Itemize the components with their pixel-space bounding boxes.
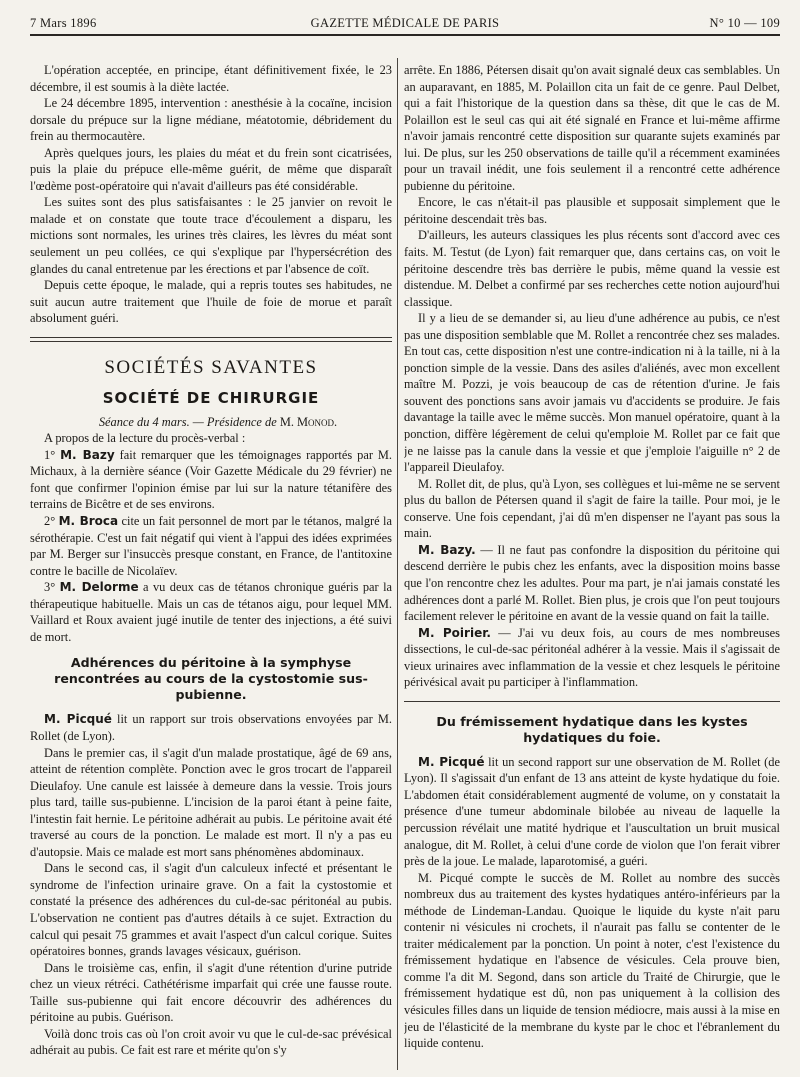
speaker-name: M. Bazy. (418, 542, 476, 557)
paragraph: D'ailleurs, les auteurs classiques les plus récents sont d'accord avec ces faits. M. Testut (de Lyon) fait remarquer que, dans certains cas, on voit le péritoine descendre très bas derrière le pubis, même quand la vessie est distendue. M. Delbet a confirmé par ses recherches cette notion aujourd'hui classique. (404, 228, 780, 309)
speaker-name: M. Poirier. (418, 625, 491, 640)
section-divider (30, 337, 392, 338)
header-rule (30, 34, 780, 36)
issue-date: 7 Mars 1896 (30, 16, 97, 30)
right-column (404, 62, 780, 1072)
list-item: 3° M. Delorme a vu deux cas de tétanos chronique guéris par la thérapeutique habituelle. Mais un cas de tétanos aigu, pour lequel MM. Vaillard et Roux avaient jugé inutile de tenter des injections, a été suivi de mort. (30, 580, 392, 644)
speaker-name: M. Bazy (60, 447, 115, 462)
column-divider (397, 58, 398, 1070)
paragraph: M. Poirier. — J'ai vu deux fois, au cours de mes nombreuses dissections, le cul-de-sac péritonéal adhérer à la vessie. Mais il s'agissait de vieux urinaires avec inflammation de la vessie et chez lesquels le péritoine périvésical avait pu participer à l'inflammation. (404, 625, 780, 690)
journal-title: GAZETTE MÉDICALE DE PARIS (310, 16, 500, 30)
speaker-name: M. Picqué (418, 754, 485, 769)
paragraph: Depuis cette époque, le malade, qui a repris toutes ses habitudes, ne suit aucun autre traitement que l'huile de foie de morue et paraît absolument guéri. (30, 278, 392, 326)
paragraph: Encore, le cas n'était-il pas plausible et supposait simplement que le péritoine descendait très bas. (404, 195, 780, 226)
paragraph: Le 24 décembre 1895, intervention : anesthésie à la cocaïne, incision dorsale du prépuce sur la ligne médiane, méatotomie, débridement du frein au thermocautère. (30, 96, 392, 144)
paragraph: Dans le second cas, il s'agit d'un calculeux infecté et présentant le syndrome de l'infection urinaire grave. On a fait la cystostomie et constaté la présence des adhérences du cul-de-sac péritonéal au pubis. L'observation ne contient pas d'autres détails à ce sujet. Extraction du calcul qui pesait 75 grammes et avait l'aspect d'un calcul corique. Suites opératoires bonnes, grands lavages vésicaux, guérison. (30, 861, 392, 959)
paragraph: M. Bazy. — Il ne faut pas confondre la disposition du péritoine qui descend derrière le pubis chez les enfants, avec la disposition moins basse que l'on rencontre chez les adultes. Pour ma part, je n'ai jamais constaté les adhérences dont a parlé M. Rollet. Bien plus, je crois que l'on peut toujours facilement relever le péritoine en avant de la vessie quand on fait la taille. (404, 542, 780, 624)
article-title: Adhérences du péritoine à la symphyse rencontrées au cours de la cystostomie sus-pubienne. (54, 655, 368, 703)
paragraph: L'opération acceptée, en principe, étant définitivement fixée, le 23 décembre, il est soumis à la diète lactée. (30, 63, 392, 94)
section-title: SOCIÉTÉS SAVANTES (104, 356, 318, 378)
paragraph: M. Picqué lit un second rapport sur une observation de M. Rollet (de Lyon). Il s'agissait d'un enfant de 13 ans atteint de kyste hydatique du foie. L'abdomen était considérablement augmenté de volume, on y constatait la présence d'une tumeur abdominale bilobée au niveau de laquelle la percussion révélait une matité hydrique et l'auscultation un bruit musical analogue, dit M. Rollet, à celui d'une corde de violon que l'on ferait vibrer près de la joue. Le malade, laparotomisé, a guéri. (404, 754, 780, 869)
list-item: 2° M. Broca cite un fait personnel de mort par le tétanos, malgré la sérothérapie. C'est un fait négatif qui vient à l'appui des idées exprimées par M. Berger sur l'insuccès presque constant, en France, de l'antitoxine contre le bacille de Nicolaïev. (30, 514, 392, 578)
paragraph: M. Picqué compte le succès de M. Rollet au nombre des succès nombreux dus au traitement des kystes hydatiques antéro-inférieurs par la méthode de Lindeman-Landau. Quoique le liquide du kyste n'ait paru contenir ni vésicules ni crochets, il n'aurait pas fallu se contenter de le traiter médicalement par la ponction. Un point à noter, c'est l'existence du frémissement hydatique en l'absence de vésicules. Cela prouve bien, comme l'a dit M. Segond, dans son article du Traité de Chirurgie, que le frémissement hydatique est dû, non pas uniquement à la collision des vésicules filles dans un liquide de tension médiocre, mais aussi à la mise en jeu de l'élasticité de la membrane du kyste par le choc et l'ébranlement du liquide contenu. (404, 870, 780, 1051)
paragraph: M. Picqué lit un rapport sur trois observations envoyées par M. Rollet (de Lyon). (30, 712, 392, 743)
paragraph: Après quelques jours, les plaies du méat et du frein sont cicatrisées, puis la plaie du prépuce elle-même guérit, de même que disparaît l'œdème post-opératoire qui n'avait d'ailleurs pas été considérable. (30, 145, 392, 193)
section-divider (404, 701, 780, 702)
issue-page-number: N° 10 — 109 (709, 16, 780, 30)
article-title: Du frémissement hydatique dans les kystes hydatiques du foie. (436, 713, 748, 745)
session-line: Séance du 4 mars. — Présidence de M. Monod. (98, 414, 338, 429)
paragraph: Voilà donc trois cas où l'on croit avoir vu que le cul-de-sac prévésical adhérait au pubis. Ce fait est rare et mérite qu'on s'y (30, 1026, 392, 1058)
paragraph: Les suites sont des plus satisfaisantes : le 25 janvier on revoit le malade et on constate que toute trace d'écoulement a disparu, les mictions sont normales, les urines très claires, les lèvres du méat sont seulement un peu collées, ce qui s'explique par l'hypersécrétion des glandes du canal entretenue par les érections et par l'absence de coït. (30, 195, 392, 276)
speaker-name: M. Picqué (44, 712, 112, 727)
paragraph: M. Rollet dit, de plus, qu'à Lyon, ses collègues et lui-même ne se servent plus du ballon de Pétersen quand il s'agit de faire la taille. Pour moi, je le conserve. Une fois cependant, j'ai dû m'en dispenser ne l'ayant pas sous la main. (404, 476, 780, 541)
running-header (30, 12, 780, 34)
paragraph: A propos de la lecture du procès-verbal : (44, 431, 246, 446)
left-column (30, 62, 392, 1072)
speaker-name: M. Delorme (59, 580, 139, 595)
paragraph: Dans le premier cas, il s'agit d'un malade prostatique, âgé de 69 ans, atteint de rétention complète. Ponction avec le gros trocart de l'appareil Dieulafoy. Une canule est laissée à demeure dans la vessie. Trois jours plus tard, taille sus-pubienne. L'incision de la paroi étant à peine faite, l'intestin fait hernie. Le péritoine adhérait au pubis. Le péritoine avait été traversé au cours de la ponction. Le malade est mort. Il n'y a pas eu d'autopsie. Mais ce malade est mort sans phénomènes abdominaux. (30, 745, 392, 859)
section-divider (30, 341, 392, 342)
society-title: SOCIÉTÉ DE CHIRURGIE (102, 388, 320, 407)
speaker-name: M. Broca (58, 514, 119, 529)
paragraph: Il y a lieu de se demander si, au lieu d'une adhérence au pubis, ce n'est pas une disposition semblable que M. Rollet a rencontrée chez ses malades. En tout cas, cette disposition n'est une contre-indication ni à la taille, ni à la ponction simple de la vessie. Dans des asiles d'aliénés, avec mon excellent maître M. Pozzi, je vois beaucoup de cas de rétention d'urine. Je fais souvent des ponctions sans avoir jamais vu d'accidents se produire. Je fais davantage la taille avec le même succès. Mon manuel opératoire, quant à la ponction, diffère légèrement de celui qu'emploie M. Rollet par ce fait que je ne laisse pas la canule dans la vessie et que j'emploie l'aiguille n° 2 de l'appareil Dieulafoy. (404, 311, 780, 475)
list-item: 1° M. Bazy fait remarquer que les témoignages rapportés par M. Michaux, à la dernière séance (Voir Gazette Médicale du 29 février) ne font que confirmer l'opinion émise par lui sur la nature tétanifère des terrains de Bicêtre et de ses environs. (30, 447, 392, 512)
paragraph: Dans le troisième cas, enfin, il s'agit d'une rétention d'urine putride chez un vieux rétréci. Cathétérisme imparfait qui crée une fausse route. Taille sus-pubienne qui fait encore découvrir des adhérences du péritoine au pubis. Guérison. (30, 960, 392, 1025)
paragraph: arrête. En 1886, Pétersen disait qu'on avait signalé deux cas semblables. Un an auparavant, en 1885, M. Polaillon cita un fait de ce genre. Paul Delbet, qui a fait l'historique de la question dans sa thèse, dit que le cas de M. Polaillon est le seul cas qui ait été signalé en France et lui-même affirme n'avoir jamais rencontré cette disposition sur quarante sujets examinés par lui. De plus, sur les 250 observations de taille qu'il a récemment examinées pour un travail inédit, une fois seulement il a rencontré cette adhérence pubienne du péritoine. (404, 63, 780, 193)
